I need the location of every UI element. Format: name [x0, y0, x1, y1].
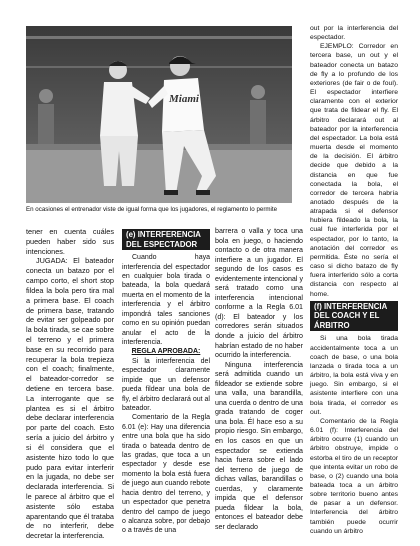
paragraph: Cuando haya interferencia del espectador en cualquier bola tirada o bateada, la bola quedará muerta en el momento de la interferencia y el árbitro impondrá tales sanciones como en su opinión puedan anular el acto de la interferencia. [122, 254, 210, 346]
column-4 [310, 24, 398, 536]
jersey-lettering: Miami [169, 93, 199, 105]
paragraph: Comentario de la Regla 6.01 (f): Interferencia del árbitro ocurre (1) cuando un árbitro obstruye, impide o estorba el tiro de un receptor que intenta evitar un robo de base, o (2) cuando una bola bateada toca a un árbitro sobre territorio bueno antes de pasar a un defensor. Interferencia del árbitro también puede ocurrir cuando un árbitro [310, 417, 398, 535]
paragraph: EJEMPLO: Corredor en tercera base, un out y el bateador conecta un batazo de fly a lo profundo de los exteriores (de fair o de foul). El espectador interfiere claramente con el exterior que trata de fildear el fly. El árbitro declarará out al bateador por la interferencia del espectador. La bola está muerta desde el momento de la decisión. El árbitro decide que debido a la distancia en que fue conectada la bola, el corredor de tercera habría anotado después de la atrapada si el defensor hubiera fildeado la bola, la cual fue interferida por el espectador, por lo tanto, la anotación del corredor es permitida. Éste no sería el caso si dicho batazo de fly fuera interferido sólo a corta distancia con respecto al home. [310, 43, 398, 298]
column-1 [26, 227, 114, 541]
paragraph: JUGADA: El bateador conecta un batazo por el campo corto, el short stop fildea la bola pero tira mal a primera base. El coach de primera base, tratando de evitar ser golpeado por la bola tirada, se cae sobre el terreno y el primera base en su recorrido para recuperar la bola trepieza con el coach; finalmente, el bateador-corredor se detiene en tercera base. La interrogante que se plantea es si el árbitro debe declarar interferencia por parte del coach. Esto sería a juicio del árbitro y si él considera que el asistente hizo todo lo que pudo para evitar interferir en la jugada, no debe ser declarada interferencia. Si le parece al árbitro que el asistente sólo estaba aparentando que él trataba de no interferir, debe decretar la interferencia. [26, 256, 114, 541]
photo-caption: En ocasiones el entrenador viste de igual forma que los jugadores, el reglamento lo permite [26, 206, 278, 213]
paragraph: tener en cuenta cuáles pueden haber sido sus intenciones. [26, 227, 114, 256]
column-3 [215, 227, 303, 533]
paragraph: Si una bola tirada accidentalmente toca a un coach de base, o una bola lanzada o tirada toca a un árbitro, la bola está viva y en juego. Sin embargo, si el asistente interfiere con una bola tirada, el corredor es out. [310, 335, 398, 416]
paragraph: Ninguna interferencia será admitida cuando un fildeador se extiende sobre una valla, una barandilla, una cuerda o dentro de una grada tratando de coger una bola. Él hace eso a su propio riesgo. Sin embargo, en los casos en que un espectador se extienda hacia fuera sobre el lado del terreno de juego de dichas vallas, barandillas o cuerdas, y claramente impida que el defensor pueda fildear la bola, entonces el bateador debe ser declarado [215, 360, 303, 531]
paragraph: Si la interferencia del espectador claramente impide que un defensor pueda fildear una bola de fly, el árbitro declarará out al bateador. [122, 357, 210, 412]
column-2 [122, 227, 210, 536]
paragraph: barrera o valla y toca una bola en juego, o haciendo contacto o de otra manera interfiere a un jugador. El segundo de los casos es evidentemente intencional y será tratado como una interferencia intencional conforme a la Regla 6.01 (d): El bateador y los corredores serán situados donde a juicio del árbitro habrían estado de no haber ocurrido la interferencia. [215, 227, 303, 360]
paragraph: out por la interferencia del espectador. [310, 25, 398, 42]
section-heading: (f) INTERFERENCIA DEL COACH Y EL ÁRBITRO [310, 301, 398, 332]
baseball-photo [26, 26, 292, 203]
photo-illustration [26, 26, 292, 203]
section-heading: (e) INTERFERENCIA DEL ESPECTADOR [122, 229, 210, 250]
paragraph: Comentario de la Regla 6.01 (e): Hay una diferencia entre una bola que ha sido tirada o bateada dentro de las gradas, que toca a un espectador y desde ese momento la bola está fuera de juego aun cuando rebote hacia dentro del terreno, y un espectador que penetra dentro del campo de juego o alcanza sobre, por debajo o a través de una [122, 414, 210, 535]
subheading: REGLA APROBADA: [131, 348, 201, 356]
